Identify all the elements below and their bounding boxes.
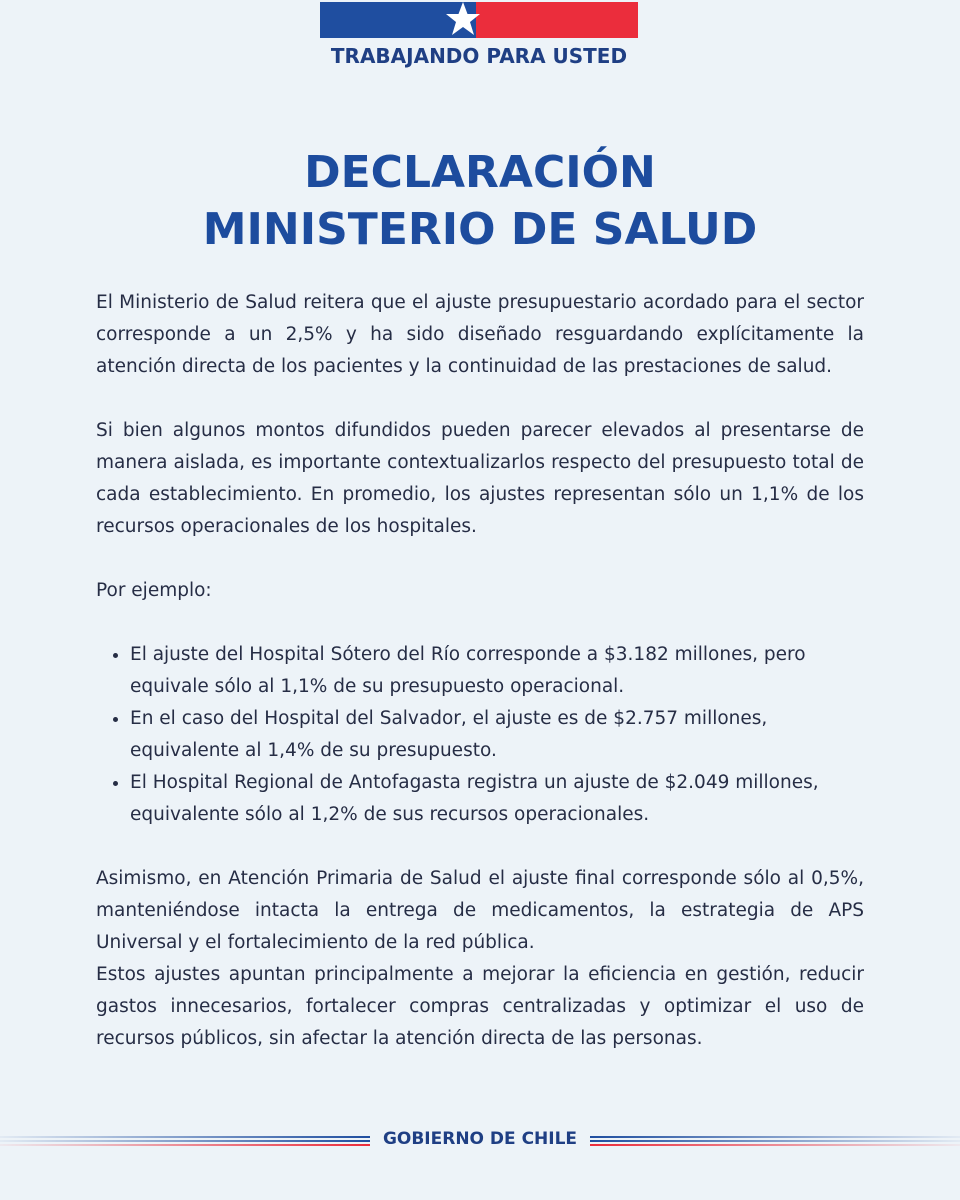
footer-stripes-right bbox=[590, 1136, 960, 1148]
list-item: • En el caso del Hospital del Salvador, el ajuste es de $2.757 millones, equivalente al 1,4% de su presupuesto. bbox=[130, 703, 864, 767]
list-item: • El Hospital Regional de Antofagasta registra un ajuste de $2.049 millones, equivalente sólo al 1,2% de sus recursos operacionales. bbox=[130, 767, 864, 831]
star-icon bbox=[444, 0, 482, 38]
list-item: • El ajuste del Hospital Sótero del Río corresponde a $3.182 millones, pero equivale sólo al 1,1% de su presupuesto operacional. bbox=[130, 639, 864, 703]
paragraph: Por ejemplo: bbox=[96, 580, 212, 601]
paragraph: El Ministerio de Salud reitera que el ajuste presupuestario acordado para el sector corresponde a un 2,5% y ha sido diseñado resguardando explícitamente la atención directa de los pacientes y la continuidad de las prestaciones de salud. bbox=[96, 292, 864, 377]
paragraph: Estos ajustes apuntan principalmente a mejorar la eficiencia en gestión, reducir gastos innecesarios, fortalecer compras centralizadas y optimizar el uso de recursos públicos, sin afectar la atención directa de las personas. bbox=[96, 964, 864, 1049]
logo-wordmark: TRABAJANDO PARA USTED bbox=[330, 44, 628, 68]
footer-label: GOBIERNO DE CHILE bbox=[382, 1129, 578, 1149]
examples-list bbox=[96, 639, 864, 831]
paragraph: Si bien algunos montos difundidos pueden parecer elevados al presentarse de manera aislada, es importante contextualizarlos respecto del presupuesto total de cada establecimiento. En promedio, los ajustes representan sólo un 1,1% de los recursos operacionales de los hospitales. bbox=[96, 420, 864, 537]
footer bbox=[0, 1124, 960, 1160]
page-title bbox=[0, 144, 960, 258]
footer-stripes-left bbox=[0, 1136, 370, 1148]
title-line-2: MINISTERIO DE SALUD bbox=[202, 204, 758, 255]
flag-bar bbox=[320, 2, 638, 38]
paragraph: Asimismo, en Atención Primaria de Salud el ajuste final corresponde sólo al 0,5%, manteniéndose intacta la entrega de medicamentos, la estrategia de APS Universal y el fortalecimiento de la red pública. bbox=[96, 868, 864, 953]
title-line-1: DECLARACIÓN bbox=[304, 147, 656, 198]
government-logo bbox=[320, 2, 638, 68]
statement-body bbox=[96, 287, 864, 1055]
